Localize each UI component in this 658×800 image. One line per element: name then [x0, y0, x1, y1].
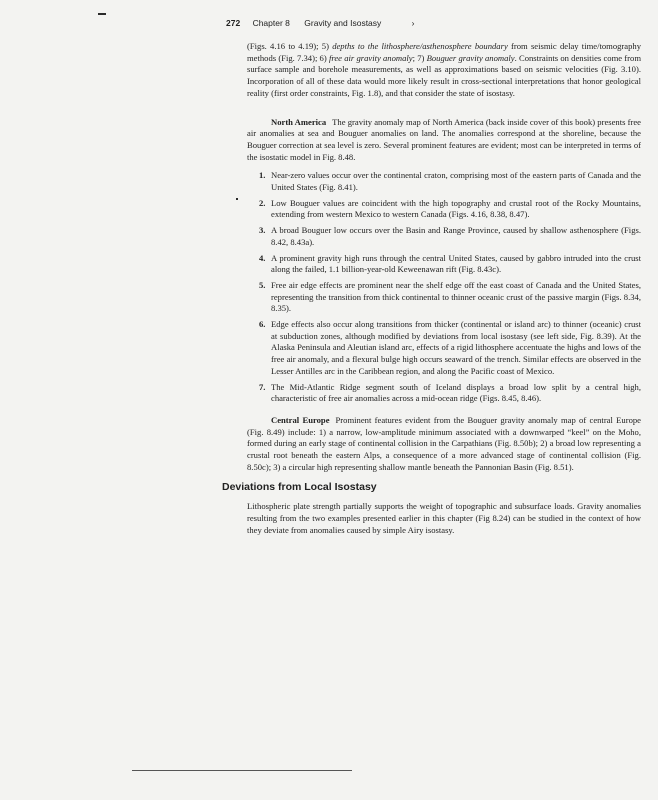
list-item: 1. Near-zero values occur over the continental craton, comprising most of the eastern parts of Canada and the United States (Fig. 8.41).: [259, 170, 641, 193]
list-item: 5. Free air edge effects are prominent near the shelf edge off the east coast of Canada and the United States, representing the transition from thick continental to thinner oceanic crust of the passive margin (Figs. 8.34, 8.35).: [259, 279, 641, 314]
scan-dot: [236, 198, 238, 200]
page-body: [222, 41, 642, 536]
page-number: 272: [226, 18, 241, 28]
page-header: [226, 18, 415, 28]
list-item: 2. Low Bouguer values are coincident with the high topography and crustal root of the Rocky Mountains, extending from western Mexico to western Canada (Figs. 4.16, 8.38, 8.47).: [259, 197, 641, 220]
north-america-list: [247, 170, 641, 405]
chapter-label: Chapter 8: [252, 18, 290, 28]
central-europe-text: Prominent features evident from the Bouguer gravity anomaly map of central Europe (Fig. 8.49) include: 1) a narrow, low-amplitude minimum associated with a downwarped “keel” on the Moho, formed during an early stage of continental collision in the Carpathians (Fig. 8.50b); 2) a broad low representing a crustal root beneath the eastern Alps, a consequence of a more advanced stage of continental collision (Fig. 8.50c); 3) a circular high representing shallow mantle beneath the Pannonian Basin (Fig. 8.51).: [247, 414, 642, 472]
intro-emphasis-bouguer: Bouguer gravity anomaly: [426, 52, 515, 63]
north-america-heading: North America: [271, 116, 327, 127]
list-item: 7. The Mid-Atlantic Ridge segment south of Iceland displays a broad low split by a central high, characteristic of free air anomalies across a mid-ocean ridge (Figs. 8.45, 8.46).: [259, 381, 641, 404]
list-item: 4. A prominent gravity high runs through the central United States, caused by gabbro intruded into the crust along the failed, 1.1 billion-year-old Keweenawan rift (Fig. 8.43c).: [259, 252, 641, 275]
intro-emphasis-free-air: free air gravity anomaly: [328, 52, 413, 63]
header-mark: ›: [411, 18, 415, 28]
scan-mark-top-left: [98, 13, 106, 15]
section-heading-deviations: Deviations from Local Isostasy: [222, 480, 377, 493]
north-america-paragraph: [247, 117, 641, 164]
intro-emphasis-depths: depths to the lithosphere/asthenosphere boundary: [332, 41, 508, 51]
list-item: 6. Edge effects also occur along transitions from thicker (continental or island arc) to thinner (oceanic) crust at subduction zones, although modified by deviations from local isostasy (see left side, Fig. 8.39). At the Alaska Peninsula and Aleutian island arc, effects of a rigid lithosphere accentuate the highs and lows of the free air anomaly, and a flexural bulge high occurs seaward of the trench. Similar effects are observed in the Lesser Antilles arc in the Caribbean region, and along the Pacific coast of Mexico.: [259, 319, 641, 376]
intro-paragraph: (Figs. 4.16 to 4.19); 5) depths to the lithosphere/asthenosphere boundary from seismic delay time/tomography methods (Fig. 7.34); 6) free air gravity anomaly; 7) Bouguer gravity anomaly. Constraints on densities come from surface sample and borehole measurements, as well as approximations based on seismic velocities (Fig. 3.10). Incorporation of all of these data would more likely result in cross-sectional interpretations that honor geological reality (first order constraints, Fig. 1.8), and that consider the state of isostasy.: [247, 41, 641, 98]
central-europe-heading: Central Europe: [271, 414, 330, 425]
deviations-paragraph: Lithospheric plate strength partially supports the weight of topographic and subsurface loads. Gravity anomalies resulting from the two examples presented earlier in this chapter (Fig 8.24) can be studied in the context of how they deviate from anomalies caused by simple Airy isostasy.: [247, 501, 641, 535]
scan-mark-bottom-rule: [132, 770, 352, 771]
chapter-title: Gravity and Isostasy: [304, 18, 382, 28]
list-item: 3. A broad Bouguer low occurs over the Basin and Range Province, caused by shallow asthenosphere (Figs. 8.42, 8.43a).: [259, 225, 641, 247]
central-europe-paragraph: [247, 415, 641, 474]
north-america-text: The gravity anomaly map of North America (back inside cover of this book) presents free air anomalies at sea and Bouguer anomalies on land. The anomalies correspond at the shoreline, because the Bouguer correction at sea level is zero. Several prominent features are evident; most can be interpreted in terms of the isostatic model in Fig. 8.48.: [247, 116, 641, 162]
